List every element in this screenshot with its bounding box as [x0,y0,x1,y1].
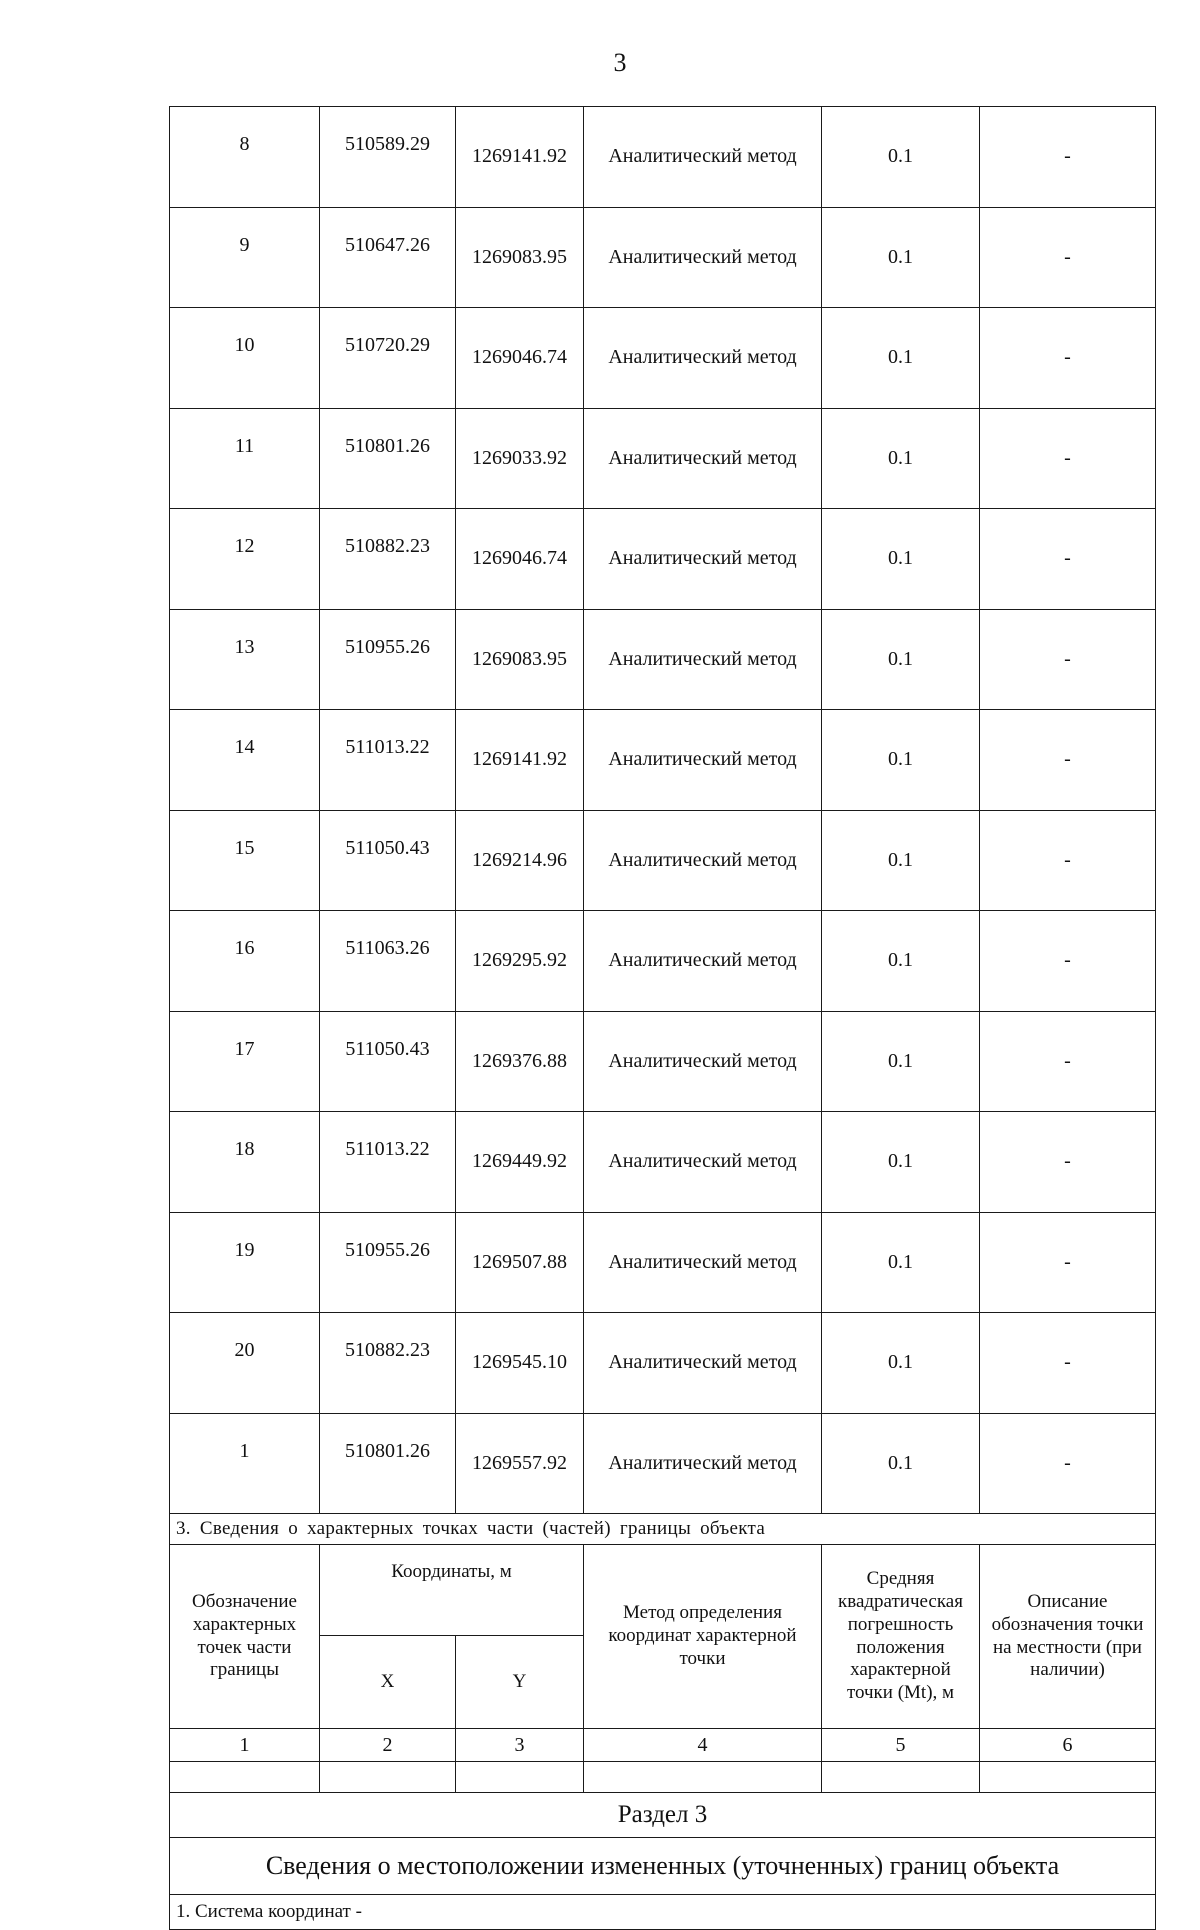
mt-cell: 0.1 [822,509,980,610]
point-number-cell: 8 [170,107,320,208]
y-coordinate-cell: 1269507.88 [456,1212,584,1313]
x-coordinate-cell: 510720.29 [320,308,456,409]
mt-cell: 0.1 [822,1313,980,1414]
table-row [170,107,1156,208]
point-number-cell: 17 [170,1011,320,1112]
method-cell: Аналитический метод [584,308,822,409]
mt-cell: 0.1 [822,609,980,710]
point-number-cell: 1 [170,1413,320,1514]
x-coordinate-cell: 510955.26 [320,609,456,710]
table-row [170,609,1156,710]
method-cell: Аналитический метод [584,207,822,308]
x-coordinate-cell: 510647.26 [320,207,456,308]
header-method: Метод определения координат характерной точки [584,1545,822,1729]
method-cell: Аналитический метод [584,1011,822,1112]
x-coordinate-cell: 511050.43 [320,810,456,911]
description-cell: - [980,710,1156,811]
mt-cell: 0.1 [822,308,980,409]
coordinates-body [170,107,1156,1514]
empty-cell [980,1762,1156,1793]
mt-cell: 0.1 [822,1413,980,1514]
x-coordinate-cell: 511013.22 [320,710,456,811]
point-number-cell: 9 [170,207,320,308]
x-coordinate-cell: 510882.23 [320,1313,456,1414]
point-number-cell: 15 [170,810,320,911]
y-coordinate-cell: 1269083.95 [456,609,584,710]
description-cell: - [980,509,1156,610]
header-mt: Средняя квадратическая погрешность положения характерной точки (Mt), м [822,1545,980,1729]
header-coordinates: Координаты, м [320,1545,584,1636]
point-number-cell: 10 [170,308,320,409]
method-cell: Аналитический метод [584,408,822,509]
mt-cell: 0.1 [822,207,980,308]
table-row [170,509,1156,610]
col-number: 2 [320,1729,456,1762]
description-cell: - [980,810,1156,911]
point-number-cell: 16 [170,911,320,1012]
table-row [170,1313,1156,1414]
mt-cell: 0.1 [822,1112,980,1213]
point-number-cell: 20 [170,1313,320,1414]
y-coordinate-cell: 1269449.92 [456,1112,584,1213]
description-cell: - [980,408,1156,509]
table-row [170,911,1156,1012]
point-number-cell: 18 [170,1112,320,1213]
description-cell: - [980,308,1156,409]
col-number: 4 [584,1729,822,1762]
point-number-cell: 14 [170,710,320,811]
header-y: Y [456,1636,584,1729]
method-cell: Аналитический метод [584,1413,822,1514]
mt-cell: 0.1 [822,1212,980,1313]
document-sheet [169,106,1155,1930]
razdel-title: Раздел 3 [170,1793,1156,1838]
method-cell: Аналитический метод [584,911,822,1012]
mt-cell: 0.1 [822,408,980,509]
table-row [170,207,1156,308]
mt-cell: 0.1 [822,911,980,1012]
method-cell: Аналитический метод [584,710,822,811]
point-number-cell: 19 [170,1212,320,1313]
description-cell: - [980,1011,1156,1112]
col-number: 5 [822,1729,980,1762]
table-row [170,1112,1156,1213]
col-number: 1 [170,1729,320,1762]
header-x: X [320,1636,456,1729]
table-row [170,1413,1156,1514]
method-cell: Аналитический метод [584,1313,822,1414]
table-row [170,1212,1156,1313]
col-number: 3 [456,1729,584,1762]
mt-cell: 0.1 [822,1011,980,1112]
y-coordinate-cell: 1269376.88 [456,1011,584,1112]
description-cell: - [980,207,1156,308]
description-cell: - [980,107,1156,208]
boundary-table [169,106,1156,1930]
y-coordinate-cell: 1269046.74 [456,308,584,409]
table-row [170,1011,1156,1112]
y-coordinate-cell: 1269033.92 [456,408,584,509]
point-number-cell: 13 [170,609,320,710]
x-coordinate-cell: 510801.26 [320,408,456,509]
x-coordinate-cell: 511013.22 [320,1112,456,1213]
y-coordinate-cell: 1269214.96 [456,810,584,911]
y-coordinate-cell: 1269557.92 [456,1413,584,1514]
table-row [170,408,1156,509]
page-number: 3 [613,48,627,77]
empty-cell [456,1762,584,1793]
description-cell: - [980,1212,1156,1313]
empty-cell [170,1762,320,1793]
y-coordinate-cell: 1269083.95 [456,207,584,308]
table-row [170,308,1156,409]
section-3-title: 3. Сведения о характерных точках части (частей) границы объекта [170,1514,1156,1545]
description-cell: - [980,1112,1156,1213]
method-cell: Аналитический метод [584,1112,822,1213]
x-coordinate-cell: 510882.23 [320,509,456,610]
description-cell: - [980,609,1156,710]
x-coordinate-cell: 511050.43 [320,1011,456,1112]
header-point: Обозначение характерных точек части границы [170,1545,320,1729]
method-cell: Аналитический метод [584,1212,822,1313]
description-cell: - [980,1313,1156,1414]
x-coordinate-cell: 511063.26 [320,911,456,1012]
description-cell: - [980,1413,1156,1514]
description-cell: - [980,911,1156,1012]
point-number-cell: 11 [170,408,320,509]
mt-cell: 0.1 [822,710,980,811]
y-coordinate-cell: 1269046.74 [456,509,584,610]
empty-cell [584,1762,822,1793]
empty-cell [320,1762,456,1793]
razdel-subtitle: Сведения о местоположении измененных (уточненных) границ объекта [170,1838,1156,1895]
empty-row [170,1762,1156,1793]
method-cell: Аналитический метод [584,810,822,911]
coordinate-system: 1. Система координат - [170,1895,1156,1930]
y-coordinate-cell: 1269141.92 [456,107,584,208]
y-coordinate-cell: 1269141.92 [456,710,584,811]
table-row [170,710,1156,811]
mt-cell: 0.1 [822,810,980,911]
y-coordinate-cell: 1269295.92 [456,911,584,1012]
mt-cell: 0.1 [822,107,980,208]
x-coordinate-cell: 510955.26 [320,1212,456,1313]
x-coordinate-cell: 510801.26 [320,1413,456,1514]
y-coordinate-cell: 1269545.10 [456,1313,584,1414]
x-coordinate-cell: 510589.29 [320,107,456,208]
header-description: Описание обозначения точки на местности (при наличии) [980,1545,1156,1729]
point-number-cell: 12 [170,509,320,610]
col-number: 6 [980,1729,1156,1762]
method-cell: Аналитический метод [584,107,822,208]
method-cell: Аналитический метод [584,509,822,610]
method-cell: Аналитический метод [584,609,822,710]
empty-cell [822,1762,980,1793]
table-row [170,810,1156,911]
